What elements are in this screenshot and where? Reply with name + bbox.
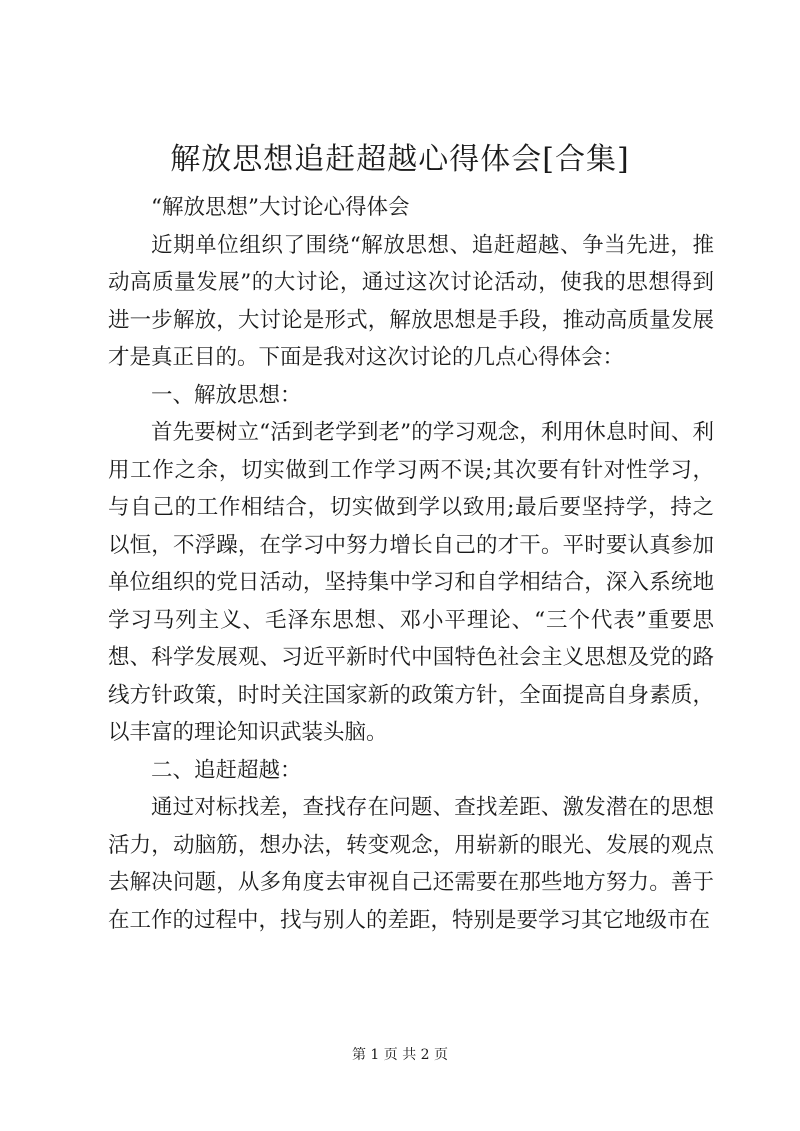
document-title: 解放思想追赶超越心得体会[合集] bbox=[170, 142, 630, 177]
section-paragraph-2: 通过对标找差，查找存在问题、查找差距、激发潜在的思想活力，动脑筋，想办法，转变观念，用崭新的眼光、发展的观点去解决问题，从多角度去审视自己还需要在那些地方努力。善于在工作的过程中，找与别人的差距，特别是要学习其它地级市在 bbox=[108, 795, 714, 933]
subtitle-paragraph: “解放思想”大讨论心得体会 bbox=[151, 195, 410, 220]
intro-paragraph: 近期单位组织了围绕“解放思想、追赶超越、争当先进，推动高质量发展”的大讨论，通过这次讨论活动，使我的思想得到进一步解放，大讨论是形式，解放思想是手段，推动高质量发展才是真正目的。下面是我对这次讨论的几点心得体会： bbox=[108, 232, 714, 370]
section-heading-1: 一、解放思想： bbox=[151, 382, 302, 408]
document-body bbox=[108, 189, 714, 939]
section-paragraph-1: 首先要树立“活到老学到老”的学习观念，利用休息时间、利用工作之余，切实做到工作学习两不误;其次要有针对性学习，与自己的工作相结合，切实做到学以致用;最后要坚持学，持之以恒，不浮躁，在学习中努力增长自己的才干。平时要认真参加单位组织的党日活动，坚持集中学习和自学相结合，深入系统地学习马列主义、毛泽东思想、邓小平理论、“三个代表”重要思想、科学发展观、习近平新时代中国特色社会主义思想及党的路线方针政策，时时关注国家新的政策方针，全面提高自身素质，以丰富的理论知识武装头脑。 bbox=[108, 420, 714, 745]
page-number-footer: 第 1 页 共 2 页 bbox=[351, 1047, 449, 1063]
section-heading-2: 二、追赶超越： bbox=[151, 757, 302, 783]
